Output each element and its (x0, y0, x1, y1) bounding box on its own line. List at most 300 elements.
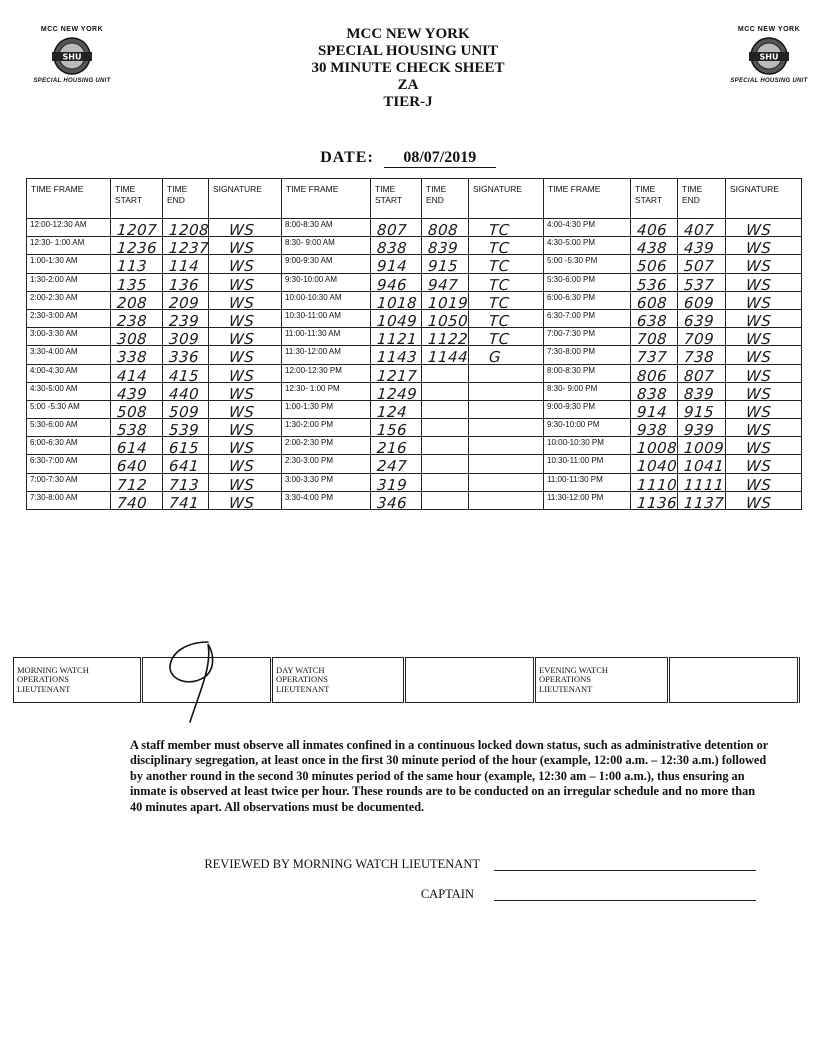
time-end-cell[interactable] (678, 419, 726, 440)
handwritten-time: 1008 (636, 439, 678, 458)
handwritten-time: 1122 (427, 330, 469, 349)
handwritten-time: 509 (168, 402, 200, 421)
time-end-cell[interactable] (422, 455, 469, 473)
handwritten-time: 915 (683, 402, 715, 421)
time-end-cell[interactable] (678, 346, 726, 367)
time-frame-cell: 2:30-3:00 AM (27, 309, 111, 327)
time-frame-cell: 10:30-11:00 AM (282, 309, 371, 327)
signature-cell[interactable] (209, 382, 282, 403)
time-start-cell[interactable] (111, 291, 163, 312)
time-start-cell[interactable] (631, 364, 678, 385)
time-start-cell[interactable] (631, 273, 678, 294)
time-start-cell[interactable] (371, 255, 422, 276)
time-end-cell[interactable] (678, 437, 726, 458)
signature-cell[interactable] (469, 255, 544, 276)
signature-cell[interactable] (469, 364, 544, 382)
time-start-cell[interactable] (371, 437, 422, 458)
time-frame-cell: 2:30-3:00 PM (282, 455, 371, 473)
handwritten-time: 407 (683, 221, 715, 239)
handwritten-time: 336 (168, 348, 200, 367)
review-lieutenant-signature-line[interactable] (494, 857, 756, 871)
heading-tier: TIER-J (383, 94, 433, 110)
time-frame-cell: 7:30-8:00 PM (544, 346, 631, 364)
signature-cell[interactable] (209, 291, 282, 312)
handwritten-initials: TC (488, 293, 511, 312)
column-header: TIME FRAME (282, 179, 371, 219)
time-start-cell[interactable] (371, 291, 422, 312)
handwritten-time: 1237 (168, 239, 210, 258)
signature-cell[interactable] (726, 437, 802, 458)
table-row (27, 309, 802, 327)
time-frame-cell: 4:00-4:30 AM (27, 364, 111, 382)
signature-cell[interactable] (726, 237, 802, 258)
time-end-cell[interactable] (422, 328, 469, 349)
time-end-cell[interactable] (163, 455, 209, 476)
time-end-cell[interactable] (422, 237, 469, 258)
time-frame-cell: 11:00-11:30 PM (544, 473, 631, 491)
handwritten-time: 216 (376, 439, 408, 458)
time-start-cell[interactable] (371, 219, 422, 237)
table-row (27, 455, 802, 473)
handwritten-time: 406 (636, 221, 668, 239)
signature-cell[interactable] (726, 219, 802, 237)
handwritten-initials: WS (745, 439, 772, 458)
time-frame-cell: 1:30-2:00 PM (282, 419, 371, 437)
time-end-cell[interactable] (163, 255, 209, 276)
handwritten-initials: WS (745, 475, 772, 494)
handwritten-initials: WS (745, 421, 772, 440)
column-header: SIGNATURE (209, 179, 282, 219)
handwritten-initials: TC (488, 311, 511, 330)
time-start-cell[interactable] (111, 437, 163, 458)
handwritten-initials: WS (228, 257, 255, 276)
time-end-cell[interactable] (422, 419, 469, 437)
handwritten-time: 938 (636, 421, 668, 440)
document-heading (0, 26, 816, 111)
time-start-cell[interactable] (111, 237, 163, 258)
signature-cell[interactable] (469, 382, 544, 400)
time-end-cell[interactable] (678, 400, 726, 421)
time-frame-cell: 7:00-7:30 PM (544, 328, 631, 346)
signature-cell[interactable] (726, 364, 802, 385)
time-start-cell[interactable] (371, 400, 422, 421)
time-frame-cell: 10:00-10:30 PM (544, 437, 631, 455)
handwritten-time: 712 (116, 475, 148, 494)
time-end-cell[interactable] (678, 473, 726, 494)
time-frame-cell: 1:30-2:00 AM (27, 273, 111, 291)
time-end-cell[interactable] (163, 419, 209, 440)
handwritten-time: 439 (683, 239, 715, 258)
handwritten-initials: WS (745, 221, 772, 239)
handwritten-time: 238 (116, 311, 148, 330)
signature-cell[interactable] (469, 473, 544, 491)
time-start-cell[interactable] (631, 255, 678, 276)
time-start-cell[interactable] (111, 273, 163, 294)
time-end-cell[interactable] (163, 237, 210, 258)
time-end-cell[interactable] (163, 273, 209, 294)
time-end-cell[interactable] (422, 400, 469, 418)
signature-cell[interactable] (209, 255, 282, 276)
time-end-cell[interactable] (678, 291, 726, 312)
handwritten-time: 415 (168, 366, 200, 385)
time-frame-cell: 4:00-4:30 PM (544, 219, 631, 237)
time-end-cell[interactable] (678, 382, 726, 403)
signature-cell[interactable] (726, 473, 802, 494)
time-frame-cell: 10:30-11:00 PM (544, 455, 631, 473)
time-start-cell[interactable] (111, 309, 163, 330)
time-start-cell[interactable] (631, 237, 678, 258)
time-start-cell[interactable] (631, 219, 678, 237)
handwritten-time: 308 (116, 330, 148, 349)
review-captain-label: CAPTAIN (420, 887, 474, 901)
signature-cell[interactable] (469, 328, 544, 349)
time-frame-cell: 8:00-8:30 AM (282, 219, 371, 237)
review-lieutenant-label: REVIEWED BY MORNING WATCH LIEUTENANT (204, 857, 480, 871)
handwritten-initials: TC (488, 275, 511, 294)
heading-unit: SPECIAL HOUSING UNIT (317, 43, 499, 59)
time-end-cell[interactable] (678, 491, 726, 512)
handwritten-initials: WS (745, 239, 772, 258)
signature-cell[interactable] (209, 237, 282, 258)
handwritten-initials: TC (488, 239, 511, 258)
handwritten-initials: WS (228, 293, 255, 312)
signature-cell[interactable] (726, 400, 802, 421)
signature-cell[interactable] (469, 273, 544, 294)
handwritten-time: 713 (168, 475, 200, 494)
time-frame-cell: 12:30- 1:00 AM (27, 237, 111, 255)
time-start-cell[interactable] (111, 382, 163, 403)
signature-cell[interactable] (469, 400, 544, 418)
time-start-cell[interactable] (371, 455, 422, 476)
heading-sheet-title: 30 MINUTE CHECK SHEET (311, 60, 505, 76)
time-frame-cell: 5:00 -5:30 PM (544, 255, 631, 273)
handwritten-initials: WS (745, 311, 772, 330)
signature-cell[interactable] (469, 437, 544, 455)
handwritten-time: 741 (168, 493, 200, 512)
handwritten-initials: WS (745, 402, 772, 421)
column-header: TIME END (422, 179, 469, 219)
time-frame-cell: 1:00-1:30 PM (282, 400, 371, 418)
signature-cell[interactable] (209, 273, 282, 294)
handwritten-initials: WS (228, 348, 255, 367)
handwritten-time: 113 (116, 257, 148, 276)
signature-cell[interactable] (209, 455, 282, 476)
column-header: TIME FRAME (27, 179, 111, 219)
signature-cell[interactable] (469, 237, 544, 258)
logo-bottom-text-right: SPECIAL HOUSING UNIT (730, 78, 808, 84)
handwritten-time: 1207 (116, 221, 158, 239)
signature-cell[interactable] (726, 291, 802, 312)
signature-cell[interactable] (469, 419, 544, 437)
lieutenant-signature-mark (160, 636, 240, 726)
table-row (27, 291, 802, 309)
time-start-cell[interactable] (371, 309, 422, 330)
time-start-cell[interactable] (631, 346, 678, 367)
handwritten-time: 319 (376, 475, 408, 494)
time-end-cell[interactable] (163, 291, 209, 312)
handwritten-time: 737 (636, 348, 668, 367)
time-start-cell[interactable] (631, 419, 678, 440)
signature-cell[interactable] (469, 455, 544, 473)
handwritten-time: 638 (636, 311, 668, 330)
table-header-row (27, 179, 802, 219)
time-end-cell[interactable] (422, 382, 469, 400)
morning-watch-label: MORNING WATCH OPERATIONS LIEUTENANT (14, 658, 142, 703)
time-end-cell[interactable] (422, 364, 469, 382)
review-captain-signature-line[interactable] (494, 887, 756, 901)
time-end-cell[interactable] (422, 437, 469, 455)
time-end-cell[interactable] (422, 219, 469, 237)
handwritten-time: 615 (168, 439, 200, 458)
time-start-cell[interactable] (371, 364, 422, 385)
handwritten-initials: WS (745, 384, 772, 403)
handwritten-time: 1050 (427, 311, 469, 330)
watch-signature-table (13, 657, 800, 703)
evening-watch-signature-box[interactable] (669, 658, 799, 703)
signature-cell[interactable] (726, 346, 802, 367)
time-frame-cell: 5:30-6:00 AM (27, 419, 111, 437)
handwritten-time: 838 (376, 239, 408, 258)
signature-cell[interactable] (209, 437, 282, 458)
column-header: TIME START (631, 179, 678, 219)
handwritten-time: 915 (427, 257, 459, 276)
time-frame-cell: 10:00-10:30 AM (282, 291, 371, 309)
signature-cell[interactable] (469, 309, 544, 330)
signature-cell[interactable] (209, 309, 282, 330)
time-end-cell[interactable] (678, 219, 726, 237)
time-frame-cell: 7:30-8:00 AM (27, 491, 111, 509)
signature-cell[interactable] (726, 491, 802, 512)
time-frame-cell: 2:00-2:30 PM (282, 437, 371, 455)
time-end-cell[interactable] (163, 346, 209, 367)
time-end-cell[interactable] (163, 400, 209, 421)
seal-text: SHU (62, 52, 82, 62)
time-end-cell[interactable] (163, 219, 209, 237)
time-end-cell[interactable] (422, 346, 469, 367)
time-start-cell[interactable] (111, 419, 163, 440)
time-frame-cell: 9:30-10:00 AM (282, 273, 371, 291)
signature-cell[interactable] (209, 473, 282, 494)
handwritten-time: 640 (116, 457, 148, 476)
signature-cell[interactable] (209, 346, 282, 367)
time-frame-cell: 4:30-5:00 PM (544, 237, 631, 255)
signature-cell[interactable] (726, 328, 802, 349)
handwritten-time: 1144 (427, 348, 469, 367)
time-start-cell[interactable] (371, 473, 422, 494)
handwritten-time: 537 (683, 275, 715, 294)
handwritten-time: 839 (683, 384, 715, 403)
time-end-cell[interactable] (422, 473, 469, 491)
handwritten-time: 1236 (116, 239, 158, 258)
time-start-cell[interactable] (631, 382, 678, 403)
time-start-cell[interactable] (371, 346, 422, 367)
time-start-cell[interactable] (111, 255, 163, 276)
time-end-cell[interactable] (163, 382, 209, 403)
signature-cell[interactable] (469, 291, 544, 312)
heading-block: ZA (397, 77, 419, 93)
day-watch-label: DAY WATCH OPERATIONS LIEUTENANT (272, 658, 405, 703)
time-start-cell[interactable] (111, 491, 163, 512)
time-start-cell[interactable] (631, 491, 678, 512)
signature-cell[interactable] (726, 382, 802, 403)
table-row (27, 382, 802, 400)
time-start-cell[interactable] (111, 219, 163, 237)
handwritten-time: 808 (427, 221, 459, 239)
time-frame-cell: 2:00-2:30 AM (27, 291, 111, 309)
time-start-cell[interactable] (111, 455, 163, 476)
column-header: TIME START (111, 179, 163, 219)
time-frame-cell: 3:00-3:30 PM (282, 473, 371, 491)
time-frame-cell: 3:30-4:00 AM (27, 346, 111, 364)
handwritten-initials: TC (488, 330, 511, 349)
handwritten-initials: WS (228, 221, 255, 239)
table-row (27, 273, 802, 291)
handwritten-time: 939 (683, 421, 715, 440)
table-row (27, 400, 802, 418)
handwritten-initials: G (488, 348, 502, 367)
time-frame-cell: 12:00-12:30 PM (282, 364, 371, 382)
time-end-cell[interactable] (163, 491, 209, 512)
time-start-cell[interactable] (631, 328, 678, 349)
handwritten-time: 247 (376, 457, 408, 476)
day-watch-signature-box[interactable] (405, 658, 535, 703)
table-row (27, 364, 802, 382)
time-end-cell[interactable] (163, 328, 209, 349)
handwritten-time: 136 (168, 275, 200, 294)
time-end-cell[interactable] (678, 328, 726, 349)
time-start-cell[interactable] (631, 437, 678, 458)
time-end-cell[interactable] (678, 237, 726, 258)
signature-cell[interactable] (469, 219, 544, 237)
handwritten-time: 738 (683, 348, 715, 367)
time-frame-cell: 8:00-8:30 PM (544, 364, 631, 382)
handwritten-initials: WS (228, 275, 255, 294)
time-end-cell[interactable] (678, 455, 726, 476)
time-end-cell[interactable] (163, 309, 209, 330)
signature-cell[interactable] (209, 400, 282, 421)
signature-cell[interactable] (726, 273, 802, 294)
table-row (27, 219, 802, 237)
handwritten-initials: WS (228, 330, 255, 349)
signature-cell[interactable] (469, 346, 544, 367)
handwritten-time: 807 (376, 221, 408, 239)
signature-cell[interactable] (209, 328, 282, 349)
time-start-cell[interactable] (371, 419, 422, 440)
time-frame-cell: 11:30-12:00 PM (544, 491, 631, 509)
handwritten-time: 1110 (636, 475, 678, 494)
handwritten-time: 1137 (683, 493, 725, 512)
handwritten-time: 608 (636, 293, 668, 312)
date-value: 08/07/2019 (384, 149, 496, 168)
time-start-cell[interactable] (631, 400, 678, 421)
signature-cell[interactable] (209, 419, 282, 440)
observation-notice: A staff member must observe all inmates confined in a continuous locked down status, such as administrative detention or disciplinary segregation, at least once in the first 30 minute period of the hour (example, 12:00 a.m. – 12:30 a.m.) followed by another round in the second 30 minutes period of the same hour (example, 12:30 am – 1:00 a.m.), thus ensuring an inmate is observed at least twice per hour. These rounds are to be conducted on an irregular schedule and no more than 40 minutes apart. All observations must be documented. (130, 738, 768, 814)
time-start-cell[interactable] (111, 400, 163, 421)
signature-cell[interactable] (469, 491, 544, 509)
time-start-cell[interactable] (111, 473, 163, 494)
table-row (27, 437, 802, 455)
time-end-cell[interactable] (163, 473, 209, 494)
time-start-cell[interactable] (371, 237, 422, 258)
signature-cell[interactable] (726, 455, 802, 476)
handwritten-time: 806 (636, 366, 668, 385)
signature-cell[interactable] (726, 309, 802, 330)
handwritten-time: 838 (636, 384, 668, 403)
time-start-cell[interactable] (111, 346, 163, 367)
handwritten-initials: WS (745, 493, 772, 512)
handwritten-time: 338 (116, 348, 148, 367)
handwritten-time: 946 (376, 275, 408, 294)
handwritten-time: 1249 (376, 384, 418, 403)
time-end-cell[interactable] (422, 255, 469, 276)
handwritten-time: 609 (683, 293, 715, 312)
handwritten-initials: WS (228, 475, 255, 494)
time-frame-cell: 5:00 -5:30 AM (27, 400, 111, 418)
handwritten-initials: WS (745, 348, 772, 367)
handwritten-time: 508 (116, 402, 148, 421)
time-frame-cell: 4:30-5:00 AM (27, 382, 111, 400)
handwritten-time: 914 (636, 402, 668, 421)
signature-cell[interactable] (209, 491, 282, 512)
time-start-cell[interactable] (631, 309, 678, 330)
time-end-cell[interactable] (163, 437, 209, 458)
handwritten-initials: WS (745, 330, 772, 349)
time-frame-cell: 8:30- 9:00 PM (544, 382, 631, 400)
time-start-cell[interactable] (111, 328, 163, 349)
signature-cell[interactable] (209, 364, 282, 385)
column-header: TIME END (678, 179, 726, 219)
time-start-cell[interactable] (631, 291, 678, 312)
handwritten-initials: WS (745, 366, 772, 385)
time-end-cell[interactable] (678, 364, 726, 385)
time-end-cell[interactable] (422, 273, 469, 294)
handwritten-initials: TC (488, 221, 511, 239)
time-end-cell[interactable] (163, 364, 209, 385)
handwritten-time: 1041 (683, 457, 725, 476)
time-end-cell[interactable] (422, 309, 469, 330)
time-end-cell[interactable] (422, 491, 469, 509)
handwritten-initials: WS (745, 275, 772, 294)
signature-cell[interactable] (209, 219, 282, 237)
time-end-cell[interactable] (678, 255, 726, 276)
time-start-cell[interactable] (371, 491, 422, 512)
time-start-cell[interactable] (371, 328, 422, 349)
heading-facility: MCC NEW YORK (346, 26, 470, 42)
handwritten-time: 156 (376, 421, 408, 440)
handwritten-time: 506 (636, 257, 668, 276)
column-header: TIME END (163, 179, 209, 219)
time-end-cell[interactable] (678, 273, 726, 294)
time-end-cell[interactable] (422, 291, 469, 312)
time-start-cell[interactable] (631, 473, 678, 494)
handwritten-time: 914 (376, 257, 408, 276)
handwritten-time: 538 (116, 421, 148, 440)
time-start-cell[interactable] (111, 364, 163, 385)
handwritten-initials: WS (228, 402, 255, 421)
time-start-cell[interactable] (371, 273, 422, 294)
signature-cell[interactable] (726, 419, 802, 440)
handwritten-time: 1143 (376, 348, 418, 367)
time-start-cell[interactable] (631, 455, 678, 476)
handwritten-time: 1009 (683, 439, 725, 458)
handwritten-initials: WS (228, 457, 255, 476)
time-frame-cell: 9:00-9:30 AM (282, 255, 371, 273)
time-start-cell[interactable] (371, 382, 422, 403)
signature-cell[interactable] (726, 255, 802, 276)
column-header: TIME START (371, 179, 422, 219)
handwritten-initials: WS (745, 257, 772, 276)
time-end-cell[interactable] (678, 309, 726, 330)
